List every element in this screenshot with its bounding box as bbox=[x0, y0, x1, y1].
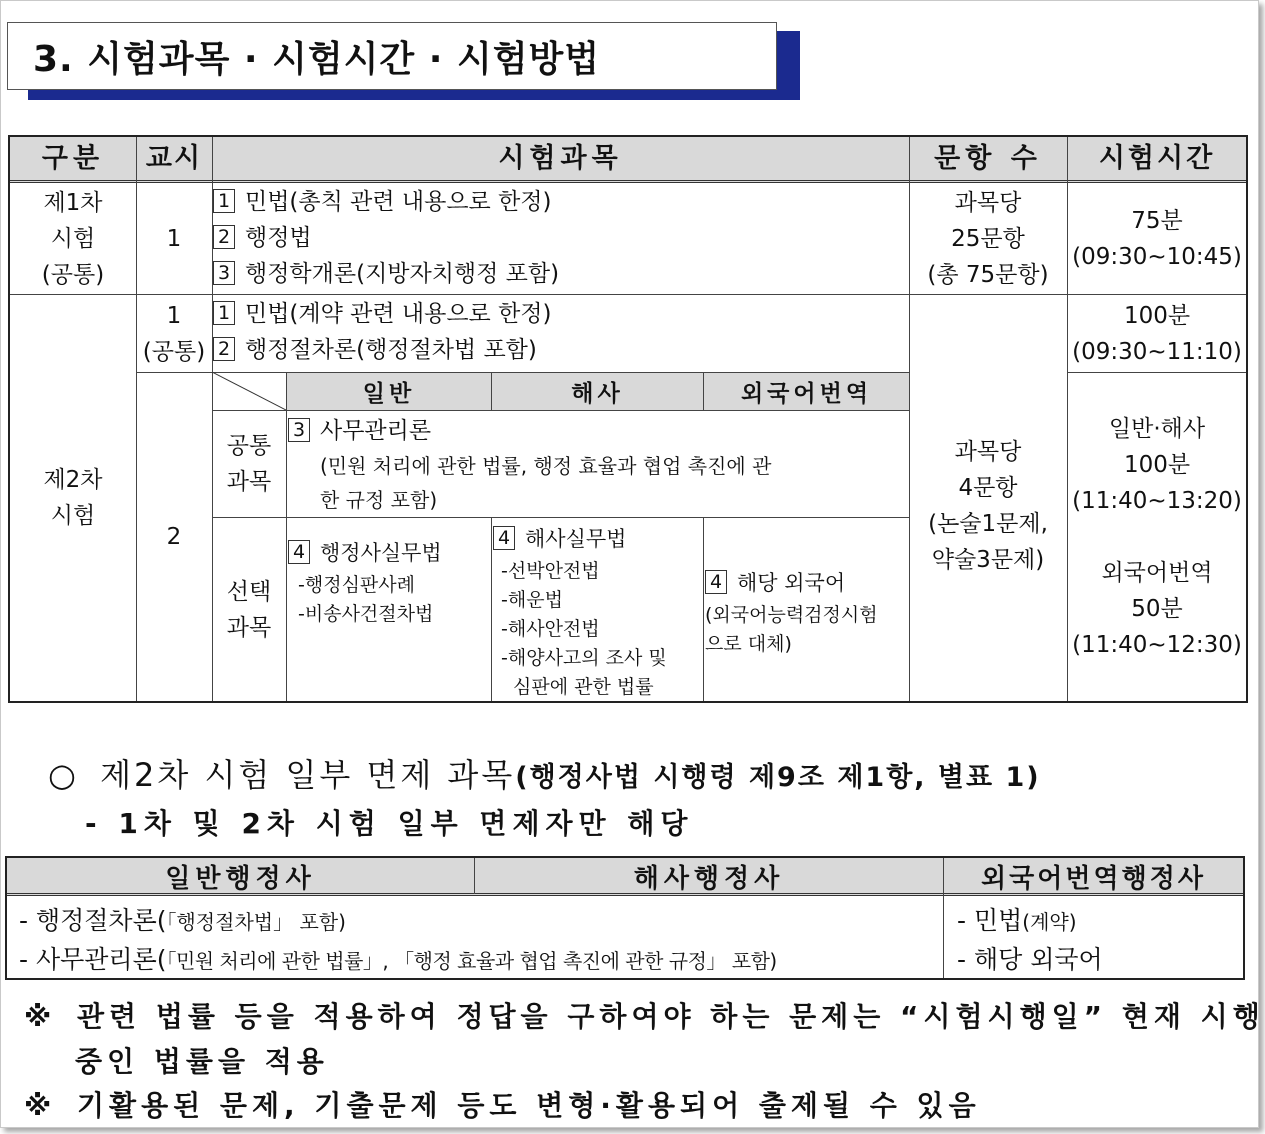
header-general-agent: 일반행정사 bbox=[165, 863, 316, 894]
header-maritime-agent: 해사행정사 bbox=[633, 863, 785, 894]
first-exam-questions: 과목당 25문항 (총 75문항) bbox=[927, 189, 1049, 288]
exam-table bbox=[8, 135, 1248, 703]
first-exam-time: 75분 (09:30∼10:45) bbox=[1072, 207, 1242, 270]
second-exam-time-2: 일반·해사 100분 (11:40∼13:20) 외국어번역 50분 (11:40∼12:30) bbox=[1072, 416, 1242, 658]
exemption-general-maritime-list: - 행정절차론(「행정절차법」 포함) - 사무관리론(「민원 처리에 관한 법률」, 「행정 효율과 협업 촉진에 관한 규정」 포함) bbox=[19, 906, 777, 974]
second-exam-questions: 과목당 4문항 (논술1문제, 약술3문제) bbox=[928, 439, 1048, 573]
common-subject-label: 공통 과목 bbox=[226, 433, 272, 495]
diagonal-line bbox=[212, 372, 286, 410]
second-exam-period-2: 2 bbox=[166, 524, 182, 550]
subheader-translation: 외국어번역 bbox=[704, 373, 909, 410]
header-category: 구분 bbox=[41, 143, 105, 174]
note-2: ※ 기활용된 문제, 기출문제 등도 변형·활용되어 출제될 수 있음 bbox=[24, 1089, 981, 1122]
elective-general: 4 행정사실무법 -행정심판사례 -비송사건절차법 bbox=[288, 535, 442, 629]
exemption-translation-list: - 민법(계약) - 해당 외국어 bbox=[957, 906, 1103, 974]
note-1: ※ 관련 법률 등을 적용하여 정답을 구하여야 하는 문제는 “시험시행일” 현재 시행 bbox=[24, 1000, 1265, 1033]
exemption-subtitle: - 1차 및 2차 시험 일부 면제자만 해당 bbox=[85, 807, 694, 840]
second-exam-category: 제2차 시험 bbox=[43, 467, 103, 529]
note-1-continued: 중인 법률을 적용 bbox=[75, 1045, 329, 1078]
exemption-title: ○ 제2차 시험 일부 면제 과목(행정사법 시행령 제9조 제1항, 별표 1) bbox=[48, 756, 1041, 794]
elective-translation: 4 해당 외국어 (외국어능력검정시험 으로 대체) bbox=[705, 571, 878, 655]
second-exam-time-1: 100분 (09:30∼11:10) bbox=[1072, 302, 1242, 365]
second-exam-subjects-1: 1 민법(계약 관련 내용으로 한정) 2 행정절차론(행정절차법 포함) bbox=[213, 296, 552, 368]
header-period: 교시 bbox=[145, 143, 203, 174]
subheader-maritime: 해사 bbox=[492, 373, 703, 410]
first-exam-subjects: 1 민법(총칙 관련 내용으로 한정) 2 행정법 3 행정학개론(지방자치행정 포함) bbox=[213, 184, 559, 292]
elective-maritime: 4 해사실무법 -선박안전법 -해운법 -해사안전법 -해양사고의 조사 및 심판에 관한 법률 bbox=[493, 521, 667, 702]
first-exam-category: 제1차 시험 (공통) bbox=[41, 189, 105, 288]
first-exam-period: 1 bbox=[166, 225, 182, 252]
header-subjects: 시험과목 bbox=[498, 143, 623, 174]
subheader-general: 일반 bbox=[287, 373, 491, 410]
common-subject: 3 사무관리론 (민원 처리에 관한 법률, 행정 효율과 협업 촉진에 관 한 규정 포함) bbox=[288, 413, 771, 517]
exemption-table bbox=[5, 856, 1245, 980]
second-exam-period-1: 1 (공통) bbox=[142, 302, 206, 365]
header-questions: 문항 수 bbox=[934, 143, 1042, 174]
header-time: 시험시간 bbox=[1098, 143, 1216, 174]
header-translation-agent: 외국어번역행정사 bbox=[981, 863, 1206, 894]
elective-subject-label: 선택 과목 bbox=[226, 578, 272, 641]
section-title: 3. 시험과목 · 시험시간 · 시험방법 bbox=[7, 22, 777, 90]
